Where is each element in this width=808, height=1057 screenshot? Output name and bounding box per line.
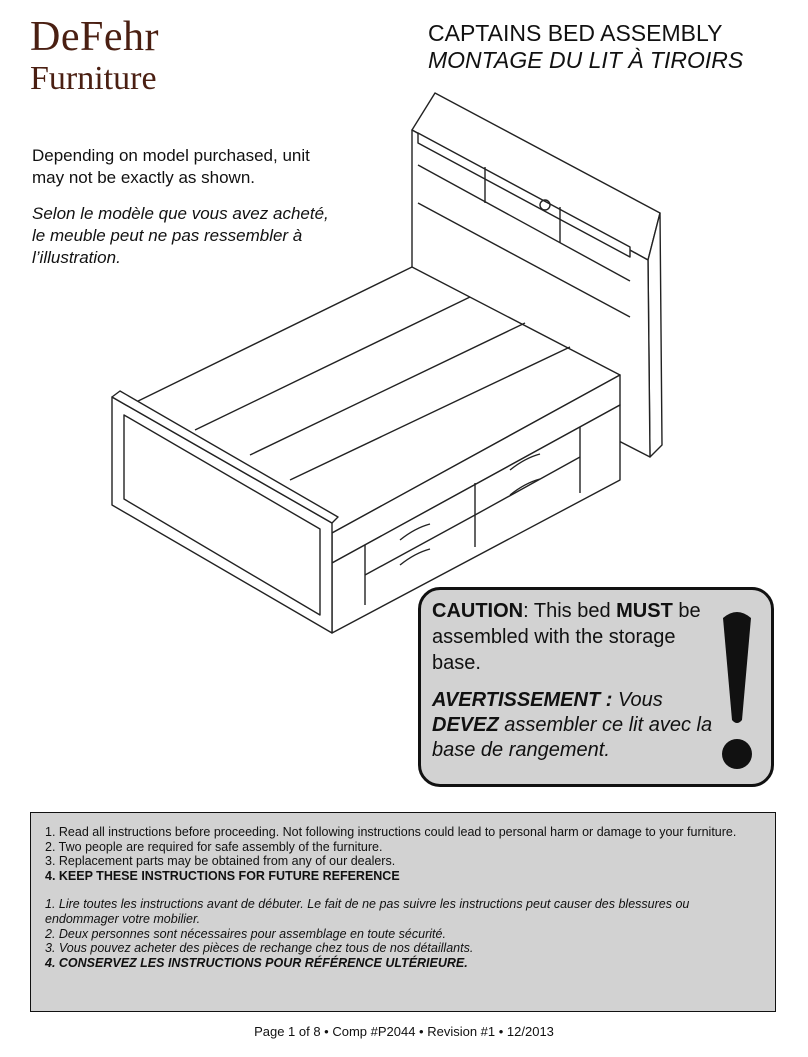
brand-subtitle: Furniture <box>30 60 157 97</box>
caution-english <box>432 598 722 676</box>
caution-label: CAUTION <box>432 600 524 622</box>
rule-fr-4: 4. CONSERVEZ LES INSTRUCTIONS POUR RÉFÉRENCE ULTÉRIEURE. <box>45 955 468 970</box>
model-note-french: Selon le modèle que vous avez acheté, le meuble peut ne pas ressembler à l’illustration. <box>32 204 329 267</box>
avertissement-label: AVERTISSEMENT : <box>432 689 613 711</box>
caution-text-2: be assembled with the storage base. <box>432 600 701 674</box>
rule-fr-3: 3. Vous pouvez acheter des pièces de rechange chez tous de nos détaillants. <box>45 941 474 956</box>
avertissement-text-2: assembler ce lit avec la base de rangement. <box>432 714 713 761</box>
rule-fr-2: 2. Deux personnes sont nécessaires pour assemblage en toute sécurité. <box>45 926 446 941</box>
caution-text-1: : This bed <box>523 600 617 622</box>
document-title <box>428 20 743 74</box>
avertissement-text-1: Vous <box>612 689 663 711</box>
rule-en-2: 2. Two people are required for safe assembly of the furniture. <box>45 839 383 854</box>
title-french: MONTAGE DU LIT À TIROIRS <box>428 47 744 73</box>
exclamation-icon <box>717 608 757 773</box>
avertissement-devez: DEVEZ <box>432 714 499 736</box>
caution-french <box>432 688 732 763</box>
page-footer: Page 1 of 8 • Comp #P2044 • Revision #1 • 12/2013 <box>254 1024 554 1039</box>
caution-box <box>418 587 774 787</box>
model-note-english: Depending on model purchased, unit may not be exactly as shown. <box>32 146 310 187</box>
rule-fr-1: 1. Lire toutes les instructions avant de débuter. Le fait de ne pas suivre les instructions peut causer des blessures ou endommager votre mobilier. <box>45 897 690 926</box>
bed-illustration <box>100 85 680 645</box>
safety-rules-box <box>30 812 776 1012</box>
rule-en-1: 1. Read all instructions before proceeding. Not following instructions could lead to personal harm or damage to your furniture. <box>45 825 737 839</box>
caution-must: MUST <box>616 600 673 622</box>
brand-name: DeFehr <box>30 14 159 60</box>
rule-en-4: 4. KEEP THESE INSTRUCTIONS FOR FUTURE REFERENCE <box>45 868 400 883</box>
title-english: CAPTAINS BED ASSEMBLY <box>428 20 723 46</box>
rule-en-3: 3. Replacement parts may be obtained from any of our dealers. <box>45 854 396 869</box>
